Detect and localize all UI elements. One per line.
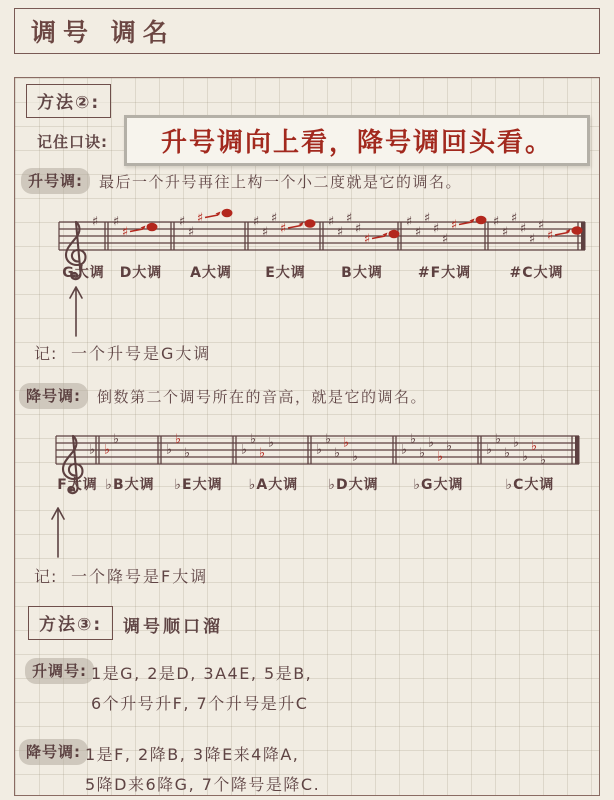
flat-glyph: ♭ (503, 446, 511, 461)
sharp-glyph: ♯ (252, 214, 260, 230)
sharp-glyph: ♯ (336, 225, 344, 240)
mnemonic-text: 升号调向上看，降号调回头看。 (160, 128, 553, 158)
sharp-glyph: ♯ (345, 211, 353, 226)
key-label: E大调 (265, 265, 306, 281)
notes-panel (14, 77, 600, 796)
key-note-dot (222, 209, 233, 218)
sharp-measure (113, 215, 162, 282)
flat-key-staff (29, 419, 595, 513)
sharp-glyph: ♯ (270, 211, 278, 226)
key-label: ♭D大调 (328, 477, 379, 493)
sharp-section-label-pill (21, 168, 90, 194)
flat-glyph: ♭ (418, 446, 426, 461)
flat-measure (316, 432, 379, 493)
key-label: ♭A大调 (248, 477, 299, 493)
method3-box (28, 606, 113, 640)
flat-glyph: ♭ (530, 439, 538, 454)
sharp-glyph: ♯ (441, 232, 449, 247)
sharp-glyph: ♯ (187, 225, 195, 240)
key-label: ♭B大调 (105, 477, 155, 493)
flat-note-text: 一个降号是F大调 (71, 567, 209, 586)
sharp-rhyme-label-pill (25, 658, 94, 684)
flat-glyph: ♭ (174, 432, 182, 447)
flat-glyph: ♭ (521, 449, 529, 465)
flat-section-description: 倒数第二个调号所在的音高，就是它的调名。 (97, 388, 428, 406)
sharp-glyph: ♯ (354, 221, 362, 237)
sharp-glyph: ♯ (492, 214, 500, 230)
key-note-dot (147, 223, 158, 232)
flat-glyph: ♭ (333, 446, 341, 461)
mnemonic-box (124, 115, 590, 166)
sharp-glyph: ♯ (519, 221, 527, 237)
key-label: #C大调 (509, 265, 564, 281)
flat-glyph: ♭ (165, 442, 173, 458)
sharp-glyph: ♯ (450, 218, 458, 233)
flat-rhyme-label: 降号调: (19, 739, 88, 765)
flat-glyph: ♭ (427, 435, 435, 451)
sharp-glyph: ♯ (196, 211, 204, 226)
flat-glyph: ♭ (400, 442, 408, 458)
sharp-rhyme-lines (91, 659, 312, 719)
flat-glyph: ♭ (267, 435, 275, 451)
flat-measure (104, 432, 155, 493)
sharp-glyph: ♯ (405, 214, 413, 230)
flat-glyph: ♭ (183, 446, 191, 461)
key-note-dot (389, 230, 400, 239)
key-label: G大调 (62, 265, 105, 281)
flat-glyph: ♭ (436, 449, 444, 465)
sharp-rhyme-label: 升调号: (25, 658, 94, 684)
sharp-glyph: ♯ (537, 218, 545, 233)
key-label: A大调 (190, 265, 232, 281)
key-label: #F大调 (417, 265, 472, 281)
sharp-glyph: ♯ (414, 225, 422, 240)
sharp-glyph: ♯ (178, 214, 186, 230)
flat-glyph: ♭ (342, 435, 350, 451)
key-label: F大调 (57, 477, 98, 493)
method3-label: 方法③: (39, 615, 103, 635)
flat-glyph: ♭ (324, 432, 332, 447)
key-label: ♭G大调 (413, 477, 464, 493)
flat-glyph: ♭ (539, 453, 547, 468)
method2-box (26, 84, 111, 118)
flat-rhyme-lines (85, 740, 320, 800)
flat-glyph: ♭ (103, 442, 111, 458)
flat-glyph: ♭ (445, 439, 453, 454)
sharp-glyph: ♯ (279, 221, 287, 237)
sharp-glyph: ♯ (528, 232, 536, 247)
flat-glyph: ♭ (258, 446, 266, 461)
key-note-dot (305, 219, 316, 228)
flat-section-label-pill (19, 383, 88, 409)
sharp-rhyme-line-2: 6个升号升F, 7个升号是升C (91, 694, 309, 713)
sharp-glyph: ♯ (121, 225, 129, 240)
flat-rhyme-label-pill (19, 739, 88, 765)
flat-measure (241, 432, 298, 493)
sharp-rhyme-line-1: 1是G, 2是D, 3A4E, 5是B, (91, 664, 313, 683)
flat-note-arrow-icon (45, 503, 71, 561)
flat-section-label: 降号调: (19, 383, 88, 409)
flat-glyph: ♭ (88, 442, 96, 458)
page-title-box (14, 8, 600, 54)
key-note-dot (572, 226, 583, 235)
key-label: D大调 (119, 265, 163, 281)
sharp-key-staff (29, 201, 595, 301)
sharp-glyph: ♯ (510, 211, 518, 226)
flat-rhyme-line-2: 5降D来6降G, 7个降号是降C. (85, 775, 321, 794)
method3-title: 调号顺口溜 (123, 617, 223, 637)
flat-glyph: ♭ (409, 432, 417, 447)
mnemonic-label: 记住口诀: (37, 133, 108, 151)
sharp-section-description: 最后一个升号再往上构一个小二度就是它的调名。 (99, 173, 463, 191)
sharp-glyph: ♯ (546, 228, 554, 244)
sharp-glyph: ♯ (112, 214, 120, 230)
sharp-note-text: 一个升号是G大调 (71, 344, 212, 363)
flat-note-label: 记: (34, 567, 58, 586)
sharp-glyph: ♯ (261, 225, 269, 240)
flat-glyph: ♭ (249, 432, 257, 447)
flat-glyph: ♭ (494, 432, 502, 447)
sharp-glyph: ♯ (501, 225, 509, 240)
sharp-note-arrow-icon (63, 282, 89, 340)
flat-measure (486, 432, 555, 493)
key-note-dot (476, 216, 487, 225)
sharp-note-label: 记: (34, 344, 58, 363)
flat-glyph: ♭ (112, 432, 120, 447)
flat-glyph: ♭ (240, 442, 248, 458)
sharp-measure (179, 209, 233, 281)
key-label: ♭C大调 (505, 477, 555, 493)
flat-measure (166, 432, 223, 493)
flat-glyph: ♭ (485, 442, 493, 458)
sharp-glyph: ♯ (91, 214, 99, 230)
method2-label: 方法②: (37, 93, 101, 113)
key-label: B大调 (341, 265, 383, 281)
sharp-glyph: ♯ (327, 214, 335, 230)
sharp-glyph: ♯ (363, 232, 371, 247)
sharp-section-label: 升号调: (21, 168, 90, 194)
key-label: ♭E大调 (174, 477, 223, 493)
flat-glyph: ♭ (512, 435, 520, 451)
flat-glyph: ♭ (315, 442, 323, 458)
flat-glyph: ♭ (351, 449, 359, 465)
sharp-glyph: ♯ (423, 211, 431, 226)
flat-rhyme-line-1: 1是F, 2降B, 3降E来4降A, (85, 745, 300, 764)
page-title: 调号 调名 (31, 18, 175, 47)
flat-measure (401, 432, 464, 493)
sharp-glyph: ♯ (432, 221, 440, 237)
